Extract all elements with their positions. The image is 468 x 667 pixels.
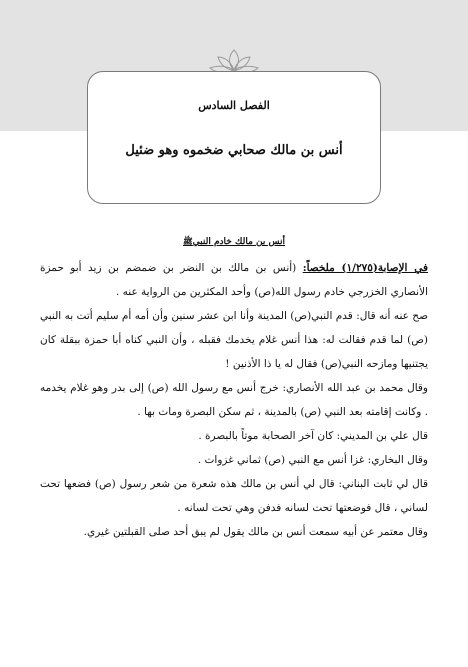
body-text bbox=[40, 256, 428, 544]
paragraph: صح عنه أنه قال: قدم النبي(ص) المدينة وأنا ابن عشر سنين وأن أمه أم سليم أتت به النبي (ص) لما قدم فقالت له: هذا أنس غلام يخدمك فقبله ، وأن النبي كناه أبا حمزة ببقلة كان يجتنيها ومازحه النبي(ص) فقال له يا ذا الأذنين ! bbox=[40, 310, 428, 370]
section-heading-text: أنس بن مالك خادم النبي bbox=[192, 237, 285, 247]
paragraph: وقال البخاري: غزا أنس مع النبي (ص) ثماني غزوات . bbox=[197, 454, 428, 466]
honorific-symbol: ﷺ bbox=[183, 236, 193, 246]
section-heading bbox=[0, 236, 468, 248]
paragraph: وقال محمد بن عبد الله الأنصاري: خرج أنس مع رسول الله (ص) إلى بدر وهو غلام يخدمه . وكانت إقامته بعد النبي (ص) بالمدينة ، ثم سكن البصرة ومات بها . bbox=[40, 382, 428, 418]
source-reference: في الإصابة(١/٢٧٥) ملخصاً: bbox=[302, 262, 428, 274]
paragraph: وقال معتمر عن أبيه سمعت أنس بن مالك يقول لم يبق أحد صلى القبلتين غيري. bbox=[83, 526, 428, 538]
chapter-box bbox=[87, 71, 381, 204]
paragraph bbox=[40, 256, 428, 304]
paragraph: قال علي بن المديني: كان آخر الصحابة موتاً بالبصرة . bbox=[198, 430, 428, 442]
paragraph: قال لي ثابت البناني: قال لي أنس بن مالك هذه شعرة من شعر رسول (ص) فضعها تحت لساني ، قال فوضعتها تحت لسانه فدفن وهي تحت لسانه . bbox=[40, 478, 428, 514]
chapter-label: الفصل السادس bbox=[198, 99, 270, 112]
paragraph-text: (أنس بن مالك بن النضر بن ضمضم بن زيد أبو حمزة الأنصاري الخزرجي خادم رسول الله(ص) وأحد المكثرين من الرواية عنه . bbox=[40, 262, 428, 298]
chapter-title: أنس بن مالك صحابي ضخموه وهو ضئيل bbox=[125, 143, 343, 158]
